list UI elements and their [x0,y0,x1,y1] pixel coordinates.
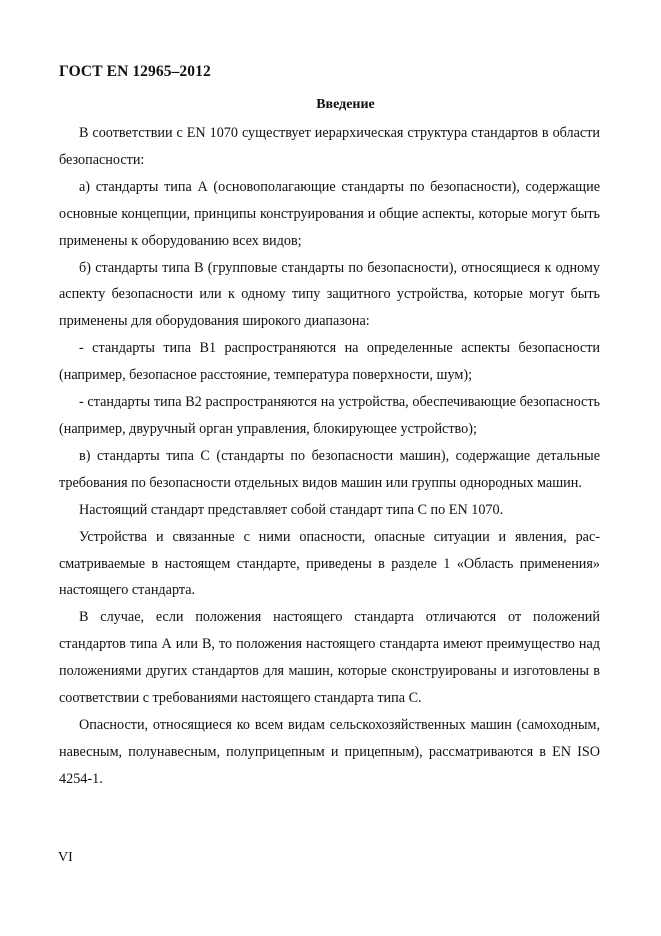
paragraph-hazards: Устройства и связанные с ними опасности, опасные ситуации и явления, рассматриваемые в настоящем стандарте, приведены в разделе 1 «Область применения» настоящего стандарта. [59,528,600,599]
paragraph-type-b1: - стандарты типа В1 распространяются на определенные аспекты безопасности (например, безопасное расстояние, температура поверхности, шум); [59,340,600,384]
body-text [59,120,600,793]
section-title: Введение [316,97,375,112]
paragraph-type-b2: - стандарты типа В2 распространяются на устройства, обеспечивающие безопасность (например, двуручный орган управления, блокирующее устройство); [59,394,600,437]
paragraph-intro: В соответствии с EN 1070 существует иерархическая структура стандартов в области безопасности: [59,125,600,168]
page-number: VI [58,850,73,865]
paragraph-precedence: В случае, если положения настоящего стандарта отличаются от положений стандартов типа А или В, то положения настоящего стандарта имеют преимущество над положениями других стандартов для машин, которые сконструированы и изготовлены в соответствии с требованиями настоящего стандарта типа С. [59,609,600,707]
paragraph-type-c: в) стандарты типа С (стандарты по безопасности машин), содержащие детальные требования по безопасности отдельных видов машин или группы однородных машин. [59,447,600,491]
document-code: ГОСТ EN 12965–2012 [59,63,211,80]
paragraph-standard-type: Настоящий стандарт представляет собой стандарт типа С по EN 1070. [79,501,504,518]
paragraph-agricultural: Опасности, относящиеся ко всем видам сельскохозяйственных машин (самоходным, навесным, полунавесным, полуприцепным и прицепным), рассматриваются в EN ISO 4254-1. [59,716,600,787]
paragraph-type-b: б) стандарты типа В (групповые стандарты по безопасности), относящиеся к одному аспекту безопасности или к одному типу защитного устройства, которые могут быть применены для оборудования широкого диапазона: [59,259,600,330]
paragraph-type-a: а) стандарты типа А (основополагающие стандарты по безопасности), содержащие основные концепции, принципы конструирования и общие аспекты, которые могут быть применены к оборудованию всех видов; [59,178,600,249]
